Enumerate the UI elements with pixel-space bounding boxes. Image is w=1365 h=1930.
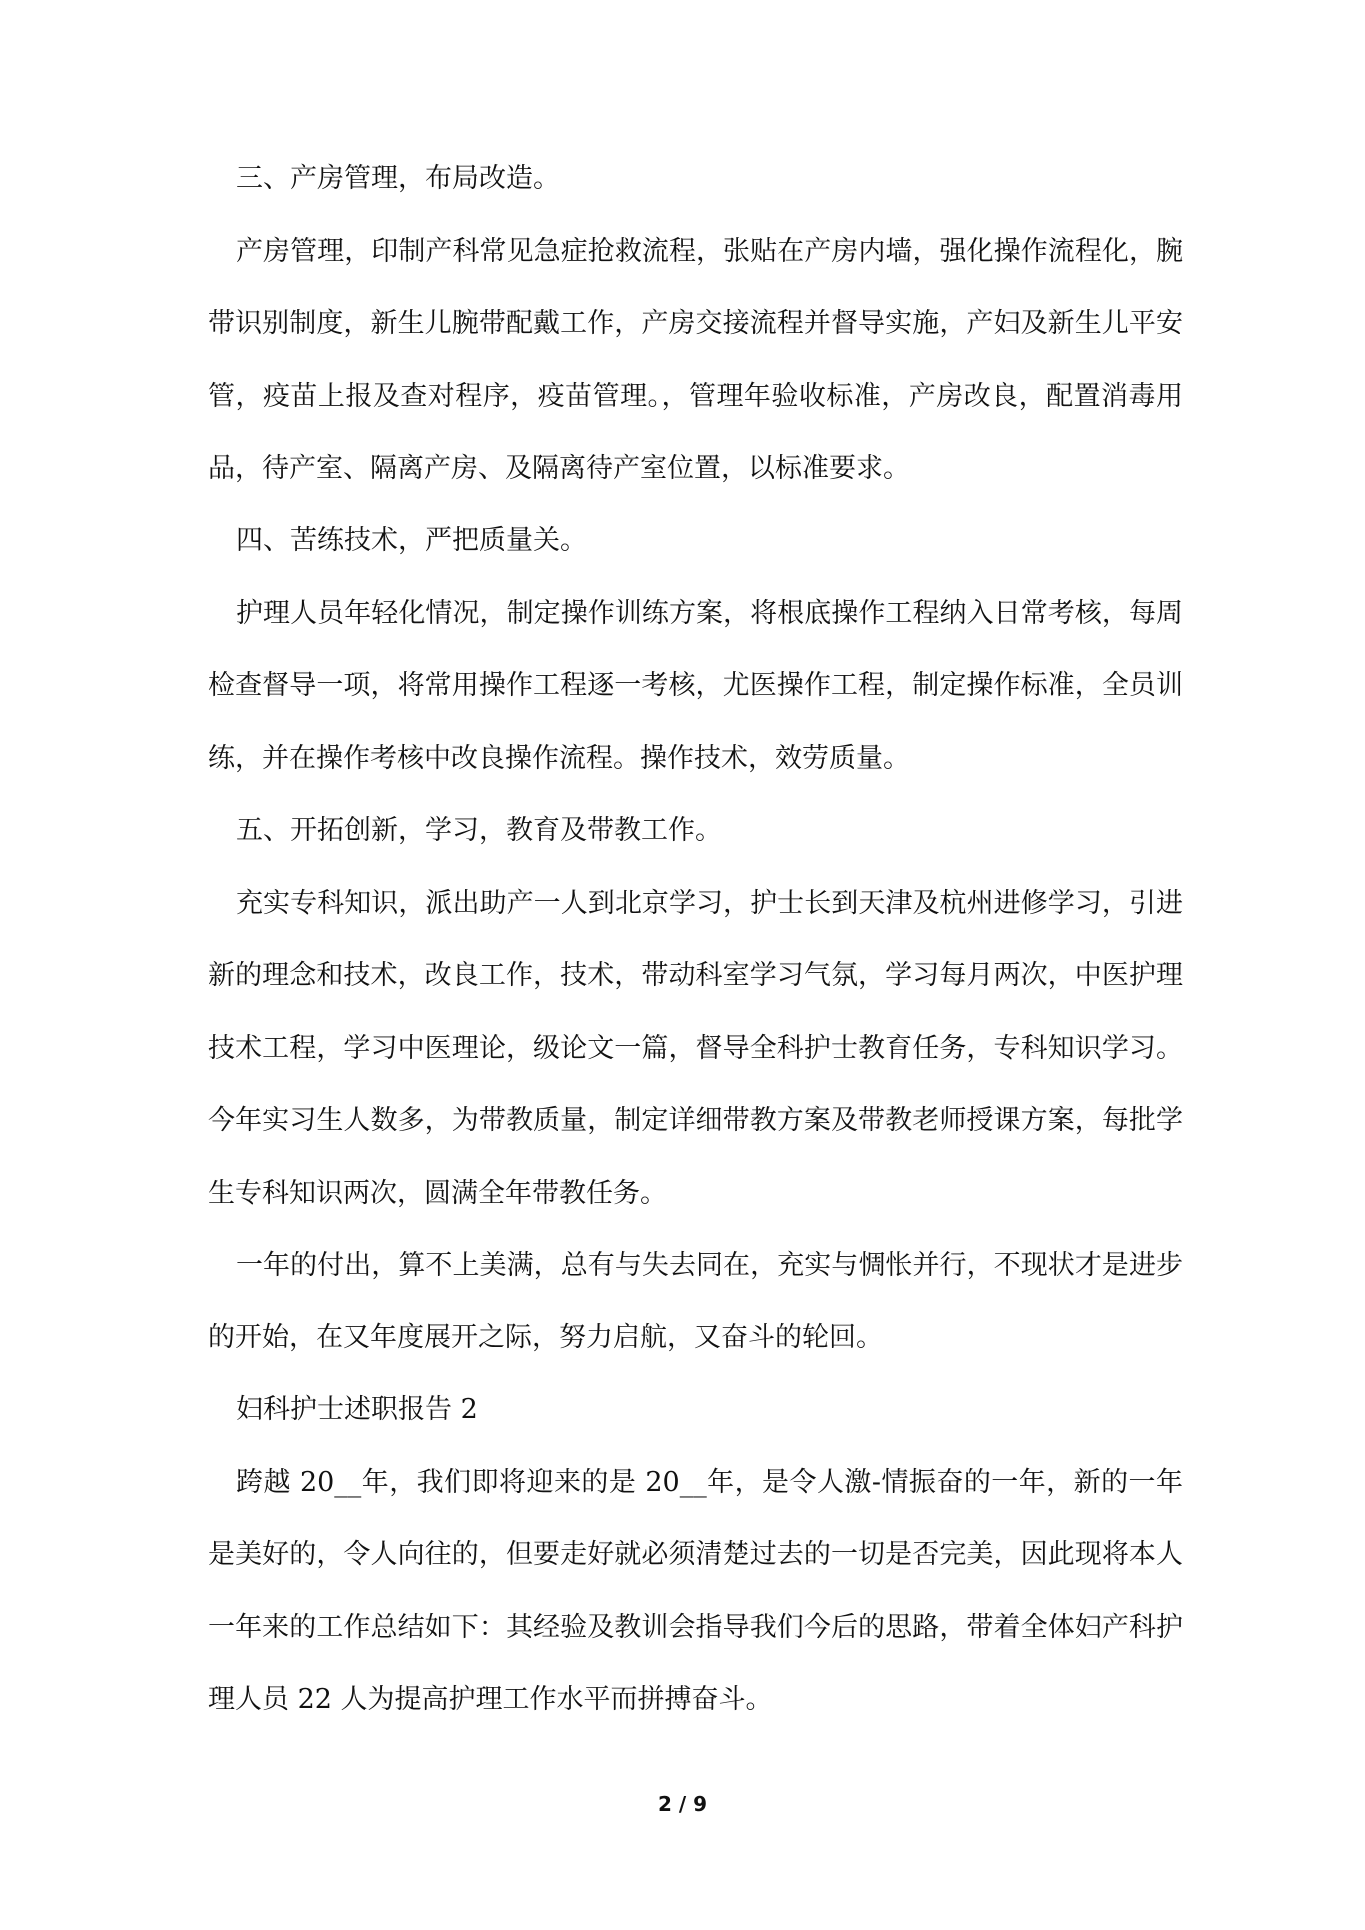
paragraph-delivery-room: 产房管理，印制产科常见急症抢救流程，张贴在产房内墙，强化操作流程化，腕带识别制度，新生儿腕带配戴工作，产房交接流程并督导实施，产妇及新生儿平安管，疫苗上报及查对程序，疫苗管理。，管理年验收标准，产房改良，配置消毒用品，待产室、隔离产房、及隔离待产室位置，以标准要求。 <box>208 236 1183 485</box>
paragraph-summary: 一年的付出，算不上美满，总有与失去同在，充实与惆怅并行，不现状才是进步的开始，在又年度展开之际，努力启航，又奋斗的轮回。 <box>208 1250 1183 1354</box>
paragraph-report-2-intro: 跨越 20__年，我们即将迎来的是 20__年，是令人激-情振奋的一年，新的一年是美好的，令人向往的，但要走好就必须清楚过去的一切是否完美，因此现将本人一年来的工作总结如下：其经验及教训会指导我们今后的思路，带着全体妇产科护理人员 22 人为提高护理工作水平而拼搏奋斗。 <box>208 1467 1183 1716</box>
report-title-2: 妇科护士述职报告 2 <box>236 1394 478 1425</box>
section-heading-3: 三、产房管理，布局改造。 <box>236 163 560 194</box>
section-heading-4: 四、苦练技术，严把质量关。 <box>236 525 587 556</box>
page-number: 2 / 9 <box>657 1792 708 1816</box>
paragraph-training: 护理人员年轻化情况，制定操作训练方案，将根底操作工程纳入日常考核，每周检查督导一项，将常用操作工程逐一考核，尤医操作工程，制定操作标准，全员训练，并在操作考核中改良操作流程。操作技术，效劳质量。 <box>208 598 1183 774</box>
paragraph-education: 充实专科知识，派出助产一人到北京学习，护士长到天津及杭州进修学习，引进新的理念和技术，改良工作，技术，带动科室学习气氛，学习每月两次，中医护理技术工程，学习中医理论，级论文一篇，督导全科护士教育任务，专科知识学习。今年实习生人数多，为带教质量，制定详细带教方案及带教老师授课方案，每批学生专科知识两次，圆满全年带教任务。 <box>208 888 1183 1209</box>
section-heading-5: 五、开拓创新，学习，教育及带教工作。 <box>236 815 722 846</box>
